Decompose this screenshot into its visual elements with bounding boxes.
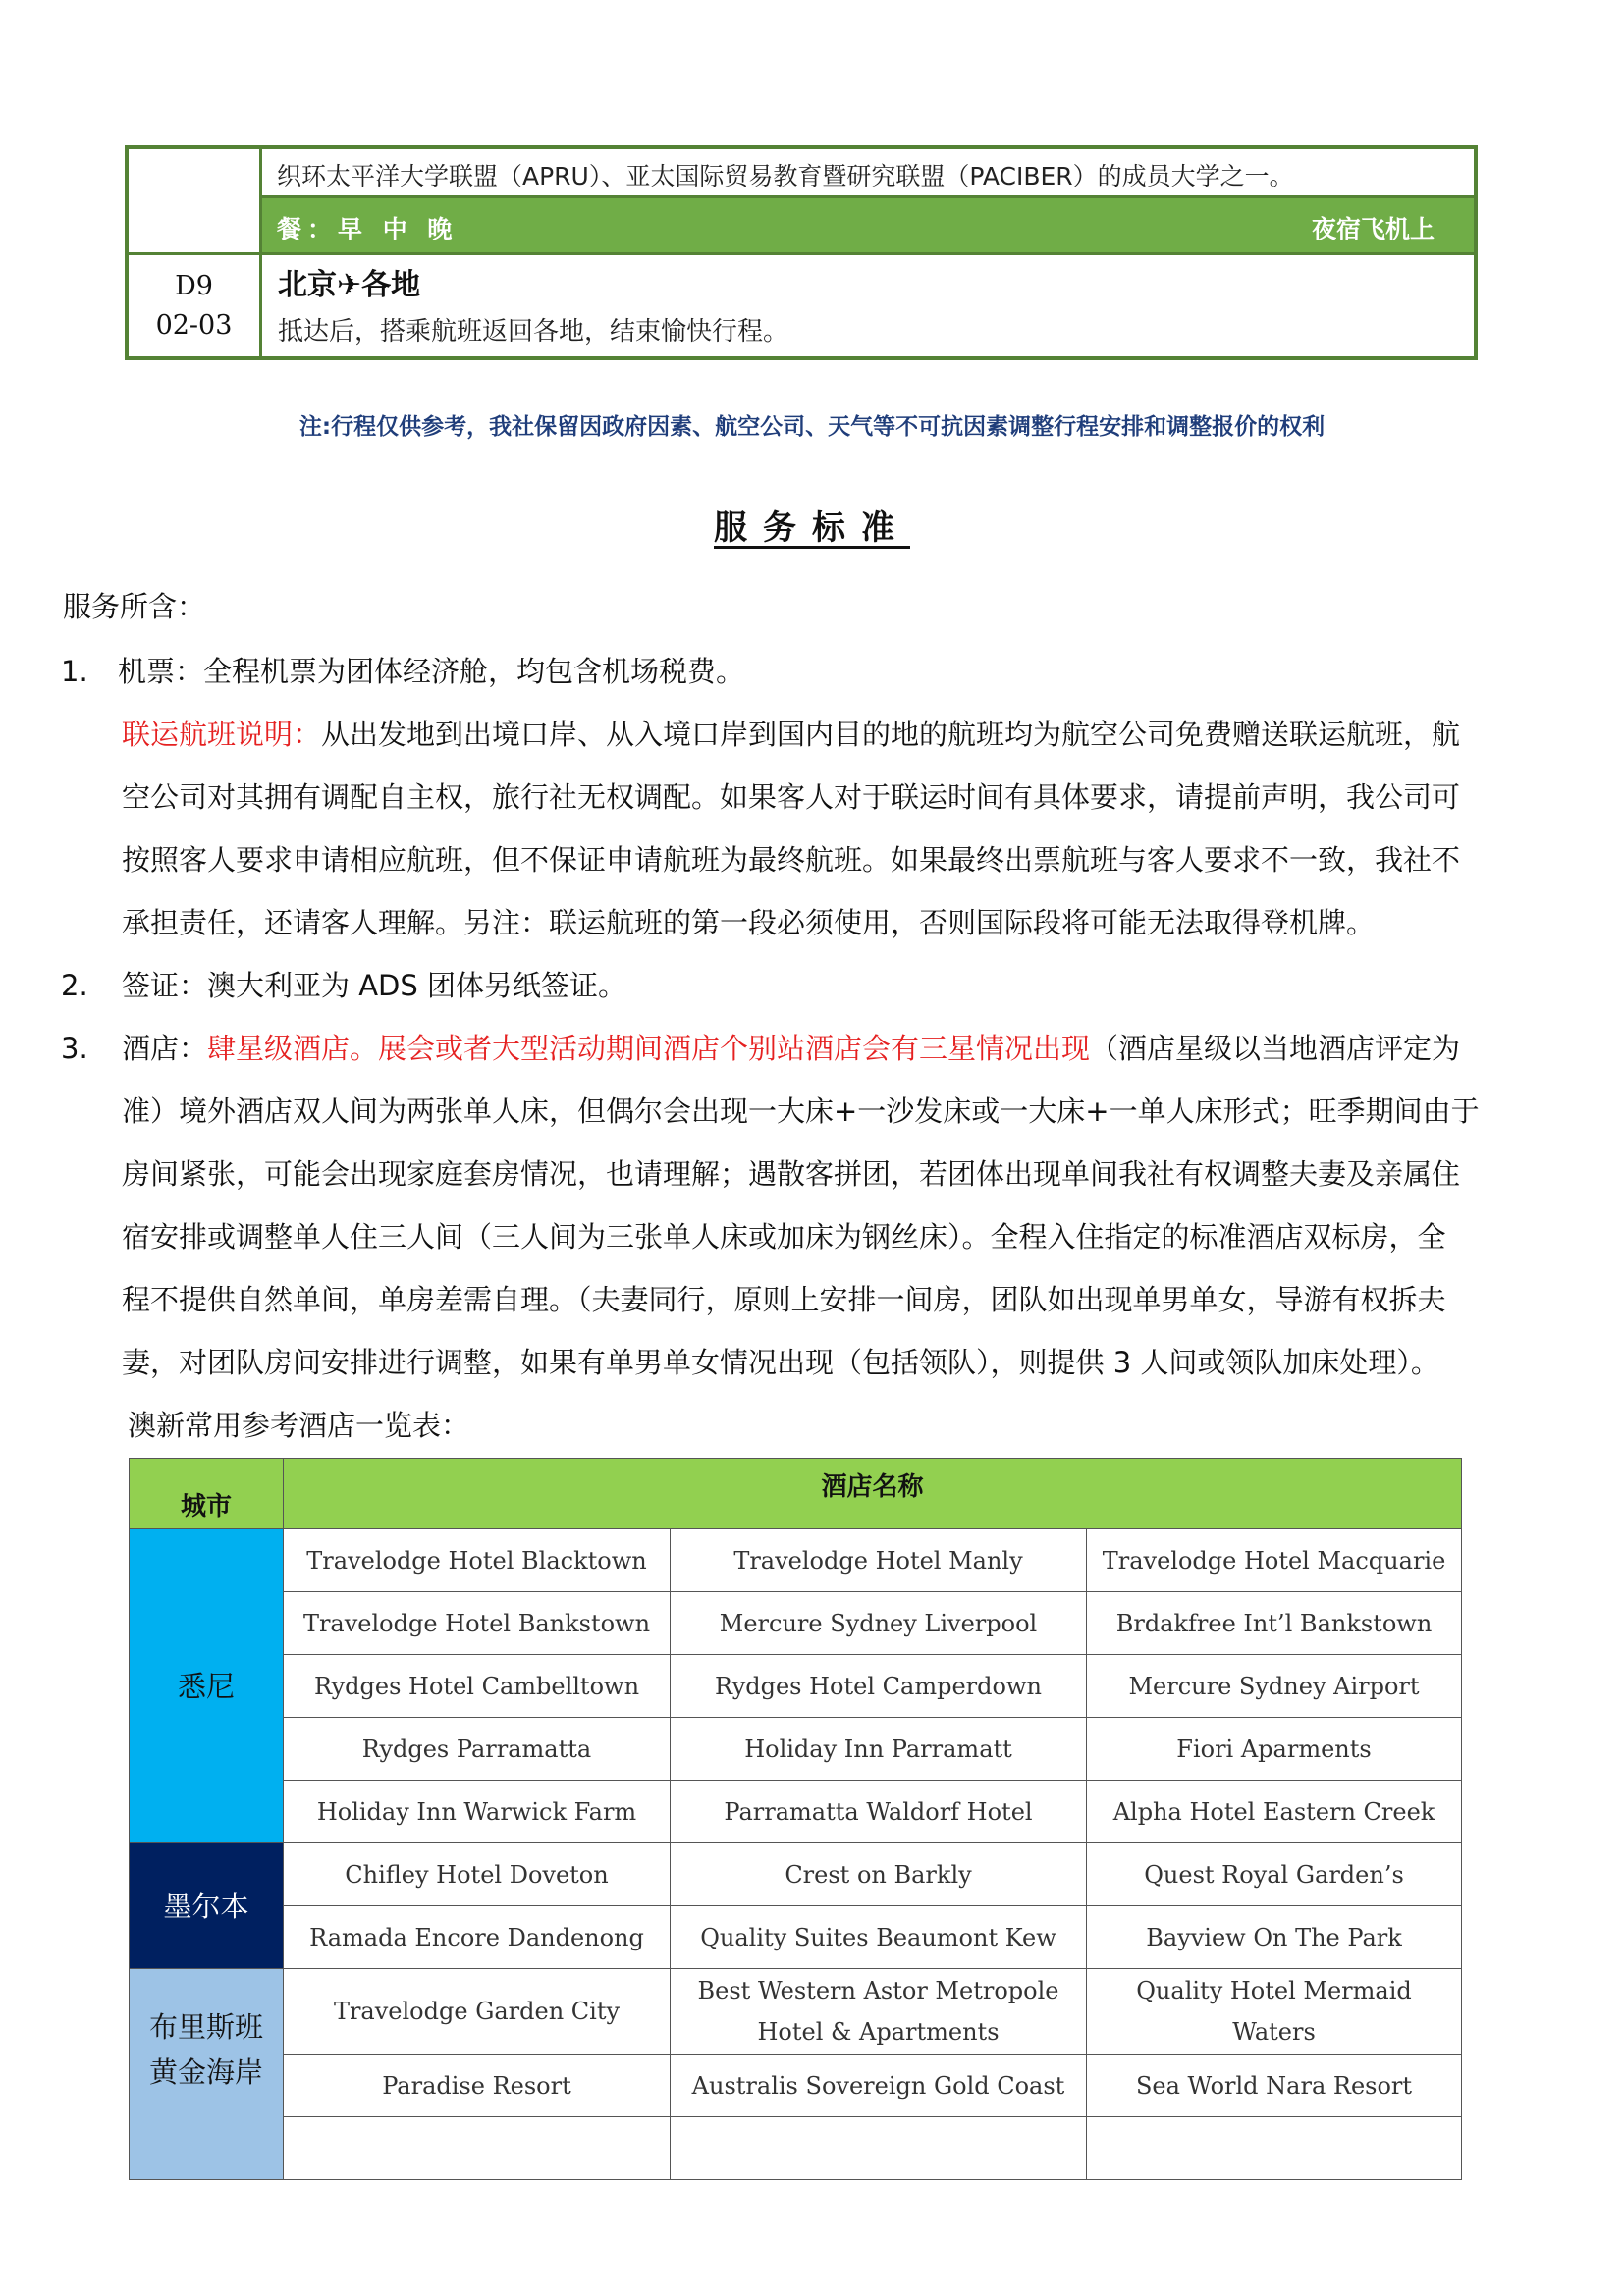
hotel-paragraph-line1 (122, 1027, 1460, 1070)
hotel-cell: Australis Sovereign Gold Coast (671, 2055, 1087, 2117)
hotel-cell: Sea World Nara Resort (1087, 2055, 1462, 2117)
hotel-name-line: Waters (1232, 2018, 1316, 2046)
section-title (0, 501, 1624, 549)
hotel-cell (1087, 1969, 1462, 2055)
table-row (130, 1969, 1462, 2055)
hotel-prefix: 酒店： (122, 1032, 208, 1065)
hotel-name-line: Best Western Astor Metropole (697, 1977, 1059, 2004)
hotel-cell: Parramatta Waldorf Hotel (671, 1781, 1087, 1843)
hotel-cell: Rydges Hotel Cambelltown (284, 1655, 671, 1718)
hotel-name-line: Quality Hotel Mermaid (1136, 1977, 1412, 2004)
services-heading: 服务所含： (63, 590, 206, 623)
hotel-cell: Travelodge Hotel Blacktown (284, 1529, 671, 1592)
transfer-paragraph-line4: 承担责任，还请客人理解。另注：联运航班的第一段必须使用，否则国际段将可能无法取得登机牌。 (122, 906, 1376, 939)
hotel-cell: Bayview On The Park (1087, 1906, 1462, 1969)
hotel-paragraph-line3: 房间紧张，可能会出现家庭套房情况，也请理解；遇散客拼团，若团体出现单间我社有权调整夫妻及亲属住 (122, 1157, 1461, 1191)
hotel-cell: Crest on Barkly (671, 1843, 1087, 1906)
transfer-paragraph-line2: 空公司对其拥有调配自主权，旅行社无权调配。如果客人对于联运时间有具体要求，请提前声明，我公司可 (122, 780, 1461, 814)
route-title: 北京✈各地 (278, 268, 421, 302)
hotel-cell: Mercure Sydney Airport (1087, 1655, 1462, 1718)
hotel-cell: Travelodge Hotel Manly (671, 1529, 1087, 1592)
table-row (130, 1529, 1462, 1592)
table-header-row (130, 1459, 1462, 1529)
city-sydney: 悉尼 (130, 1529, 284, 1843)
meals-text: 餐：早 中 晚 (277, 215, 459, 243)
hotel-cell (671, 1969, 1087, 2055)
hotel-cell: Holiday Inn Parramatt (671, 1718, 1087, 1781)
hotel-paragraph-line4: 宿安排或调整单人住三人间（三人间为三张单人床或加床为钢丝床）。全程入住指定的标准酒店双标房，全 (122, 1220, 1446, 1254)
transfer-text: 从出发地到出境口岸、从入境口岸到国内目的地的航班均为航空公司免费赠送联运航班，航 (321, 718, 1461, 751)
hotel-name-line: Hotel & Apartments (757, 2018, 1000, 2046)
item-number: 1. (61, 655, 88, 688)
header-hotel-name: 酒店名称 (284, 1459, 1462, 1529)
hotel-cell: Alpha Hotel Eastern Creek (1087, 1781, 1462, 1843)
hotel-cell: Travelodge Hotel Macquarie (1087, 1529, 1462, 1592)
city-brisbane-goldcoast (130, 1969, 284, 2180)
itinerary-row-description (262, 149, 1474, 198)
hotel-cell: Travelodge Garden City (284, 1969, 671, 2055)
transfer-paragraph-line1 (122, 713, 1460, 756)
disclaimer-note: 注:行程仅供参考，我社保留因政府因素、航空公司、天气等不可抗因素调整行程安排和调整报价的权利 (298, 414, 1326, 440)
table-row (130, 2055, 1462, 2117)
hotel-line1-rest: （酒店星级以当地酒店评定为 (1090, 1032, 1461, 1065)
transfer-label: 联运航班说明： (122, 718, 322, 751)
overnight-text: 夜宿飞机上 (1311, 215, 1435, 243)
table-row (130, 1906, 1462, 1969)
table-row-empty (130, 2117, 1462, 2180)
hotel-table (129, 1458, 1462, 2180)
row-divider (129, 252, 1474, 255)
hotel-cell: Travelodge Hotel Bankstown (284, 1592, 671, 1655)
hotel-cell: Holiday Inn Warwick Farm (284, 1781, 671, 1843)
city-goldcoast: 黄金海岸 (148, 2056, 263, 2089)
table-row (130, 1592, 1462, 1655)
hotel-paragraph-line6: 妻，对团队房间安排进行调整，如果有单男单女情况出现（包括领队），则提供 3 人间或领队加床处理）。 (122, 1346, 1439, 1379)
table-row (130, 1843, 1462, 1906)
hotel-cell-empty (671, 2117, 1087, 2180)
item-number: 2. (61, 969, 88, 1002)
itinerary-table (125, 145, 1478, 360)
item-airfare: 机票：全程机票为团体经济舱，均包含机场税费。 (118, 655, 745, 688)
meal-bar (262, 198, 1474, 252)
hotel-cell-empty (284, 2117, 671, 2180)
city-melbourne: 墨尔本 (130, 1843, 284, 1969)
item-number: 3. (61, 1032, 88, 1065)
hotel-paragraph-line5: 程不提供自然单间，单房差需自理。（夫妻同行，原则上安排一间房，团队如出现单男单女，导游有权拆夫 (122, 1283, 1446, 1316)
hotel-cell: Quest Royal Garden’s (1087, 1843, 1462, 1906)
table-row (130, 1718, 1462, 1781)
header-city: 城市 (130, 1459, 284, 1529)
city-brisbane: 布里斯班 (148, 2010, 263, 2044)
hotel-cell: Rydges Hotel Camperdown (671, 1655, 1087, 1718)
hotel-star-note: 肆星级酒店。展会或者大型活动期间酒店个别站酒店会有三星情况出现 (207, 1032, 1091, 1065)
transfer-paragraph-line3: 按照客人要求申请相应航班，但不保证申请航班为最终航班。如果最终出票航班与客人要求不一致，我社不 (122, 843, 1461, 877)
hotel-cell: Fiori Aparments (1087, 1718, 1462, 1781)
hotel-cell: Rydges Parramatta (284, 1718, 671, 1781)
hotel-paragraph-line2: 准）境外酒店双人间为两张单人床，但偶尔会出现一大床+一沙发床或一大床+一单人床形式；旺季期间由于 (122, 1095, 1480, 1128)
hotel-cell: Paradise Resort (284, 2055, 671, 2117)
day-number: D9 (175, 271, 213, 301)
day-cell-empty (129, 149, 262, 255)
description-text: 织环太平洋大学联盟（APRU）、亚太国际贸易教育暨研究联盟（PACIBER）的成员大学之一。 (277, 162, 1294, 190)
day-date: 02-03 (155, 310, 233, 341)
hotel-cell: Brdakfree Int’l Bankstown (1087, 1592, 1462, 1655)
route-description: 抵达后，搭乘航班返回各地，结束愉快行程。 (278, 317, 789, 347)
item-visa: 签证：澳大利亚为 ADS 团体另纸签证。 (122, 969, 627, 1002)
hotel-cell-empty (1087, 2117, 1462, 2180)
hotel-cell: Chifley Hotel Doveton (284, 1843, 671, 1906)
hotel-cell: Mercure Sydney Liverpool (671, 1592, 1087, 1655)
hotel-cell: Ramada Encore Dandenong (284, 1906, 671, 1969)
hotel-cell: Quality Suites Beaumont Kew (671, 1906, 1087, 1969)
table-row (130, 1655, 1462, 1718)
section-title-text: 服务标准 (714, 508, 910, 548)
table-row (130, 1781, 1462, 1843)
hotel-list-caption: 澳新常用参考酒店一览表： (128, 1409, 470, 1442)
day-cell (129, 255, 262, 356)
